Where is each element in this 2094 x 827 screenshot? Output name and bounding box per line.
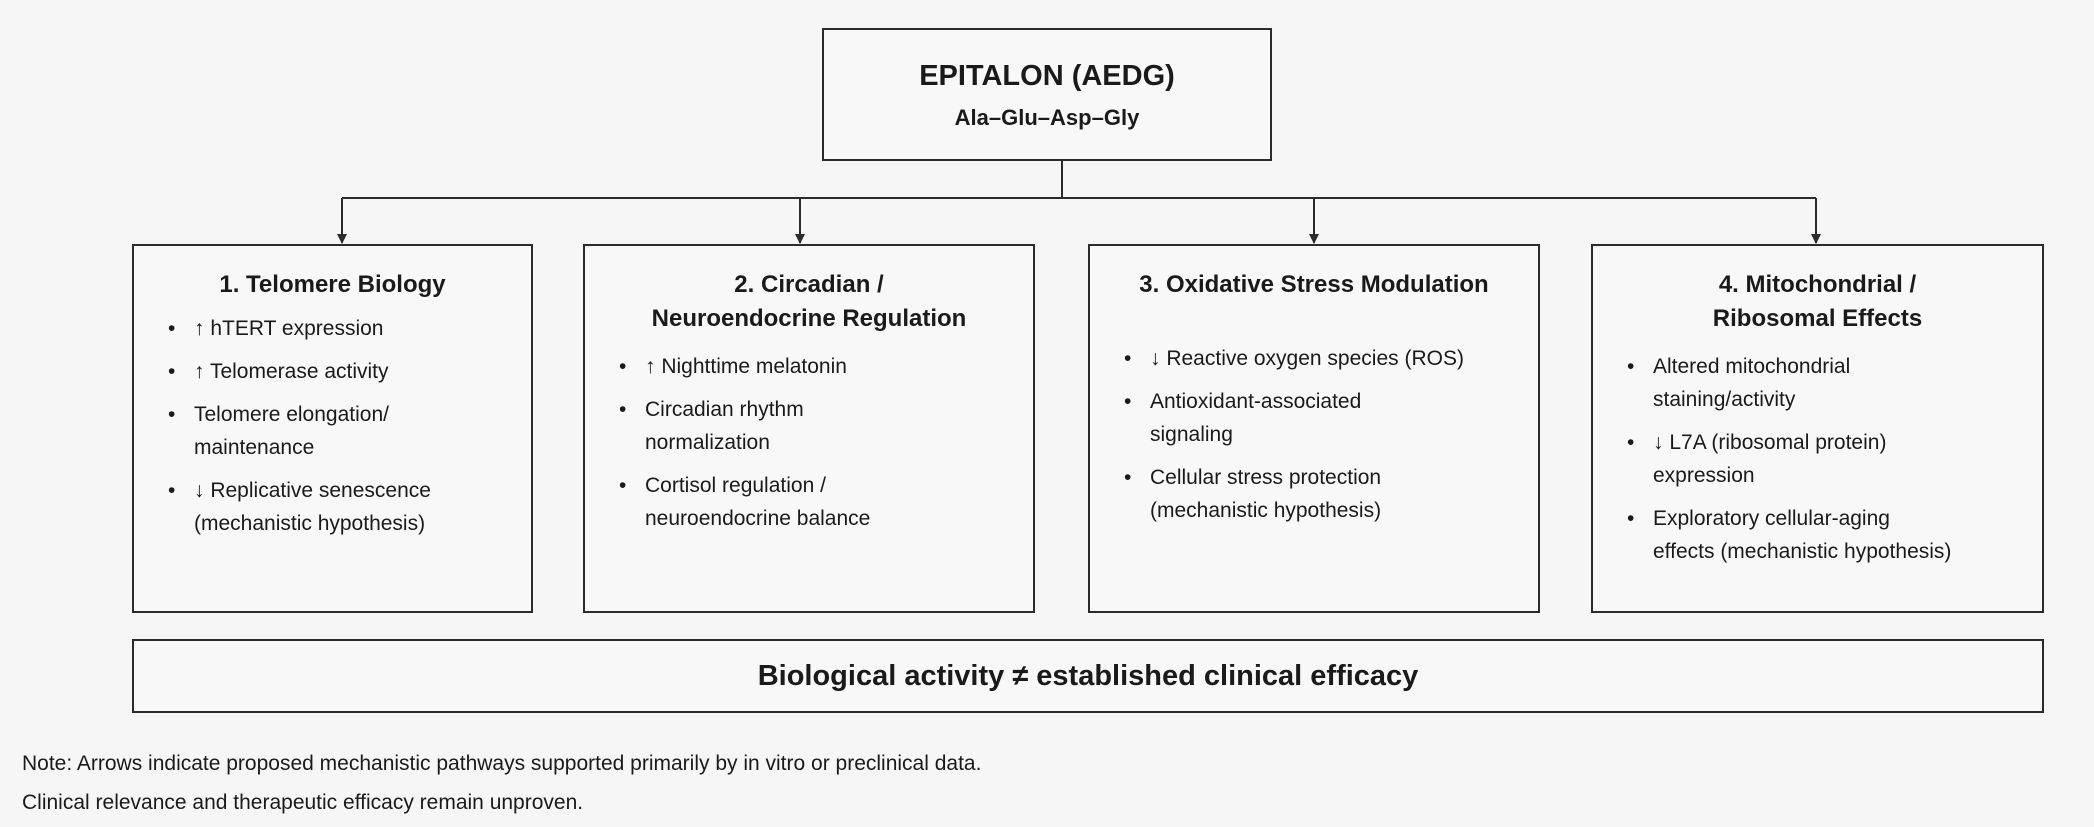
category-title-line: 4. Mitochondrial / xyxy=(1718,271,1917,298)
list-item-line: ↑ Nighttime melatonin xyxy=(645,355,847,378)
footnote-line: Note: Arrows indicate proposed mechanistic pathways supported primarily by in vitro or preclinical data. xyxy=(22,752,982,775)
list-item-line: Circadian rhythm xyxy=(645,398,804,421)
list-item-line: Cortisol regulation / xyxy=(645,474,826,497)
list-item xyxy=(1124,461,1524,527)
category-items xyxy=(585,350,1033,535)
list-item-line: ↓ L7A (ribosomal protein) xyxy=(1653,431,1887,454)
category-title-line: 3. Oxidative Stress Modulation xyxy=(1139,271,1489,298)
list-item xyxy=(1124,385,1524,451)
category-telomere-biology xyxy=(132,244,533,613)
list-item xyxy=(619,469,1019,535)
root-subtitle: Ala–Glu–Asp–Gly xyxy=(954,105,1140,130)
list-item xyxy=(1627,502,2028,568)
list-item xyxy=(168,312,517,345)
list-item-line: Cellular stress protection xyxy=(1150,466,1382,489)
list-item xyxy=(168,474,517,540)
list-item xyxy=(168,355,517,388)
footnote-line: Clinical relevance and therapeutic efficacy remain unproven. xyxy=(22,791,584,814)
list-item-line: (mechanistic hypothesis) xyxy=(194,512,426,535)
list-item xyxy=(619,393,1019,459)
category-items xyxy=(1090,342,1538,527)
category-circadian-neuroendocrine xyxy=(583,244,1035,613)
category-mitochondrial-ribosomal xyxy=(1591,244,2044,613)
category-title xyxy=(1603,268,2032,336)
list-item-line: ↑ Telomerase activity xyxy=(194,360,389,383)
disclaimer-text: Biological activity ≠ established clinical efficacy xyxy=(757,660,1419,692)
category-title xyxy=(595,268,1023,336)
list-item-line: staining/activity xyxy=(1653,388,1796,411)
list-item-line: Exploratory cellular-aging xyxy=(1653,507,1890,530)
list-item xyxy=(1627,350,2028,416)
root-title: EPITALON (AEDG) xyxy=(919,60,1175,92)
list-item-line: neuroendocrine balance xyxy=(645,507,871,530)
category-title-line: 2. Circadian / xyxy=(734,271,884,298)
list-item xyxy=(168,398,517,464)
list-item xyxy=(619,350,1019,383)
root-node xyxy=(822,28,1272,161)
footnote xyxy=(22,744,981,822)
category-items xyxy=(1593,350,2042,568)
list-item-line: effects (mechanistic hypothesis) xyxy=(1653,540,1952,563)
list-item xyxy=(1124,342,1524,375)
category-items xyxy=(134,312,531,540)
list-item-line: ↑ hTERT expression xyxy=(194,317,384,340)
list-item-line: Antioxidant-associated xyxy=(1150,390,1362,413)
category-title xyxy=(134,268,531,302)
category-title-line: Ribosomal Effects xyxy=(1712,305,1923,332)
category-oxidative-stress xyxy=(1088,244,1540,613)
list-item-line: signaling xyxy=(1150,423,1233,446)
list-item-line: maintenance xyxy=(194,436,315,459)
category-title xyxy=(1090,268,1538,302)
list-item-line: ↓ Reactive oxygen species (ROS) xyxy=(1150,347,1464,370)
list-item-line: Altered mitochondrial xyxy=(1653,355,1851,378)
category-title-line: Neuroendocrine Regulation xyxy=(651,305,967,332)
category-title-line: 1. Telomere Biology xyxy=(219,271,446,298)
disclaimer-banner xyxy=(132,639,2044,713)
list-item-line: normalization xyxy=(645,431,770,454)
list-item-line: ↓ Replicative senescence xyxy=(194,479,431,502)
list-item-line: Telomere elongation/ xyxy=(194,403,389,426)
list-item xyxy=(1627,426,2028,492)
list-item-line: expression xyxy=(1653,464,1755,487)
list-item-line: (mechanistic hypothesis) xyxy=(1150,499,1382,522)
